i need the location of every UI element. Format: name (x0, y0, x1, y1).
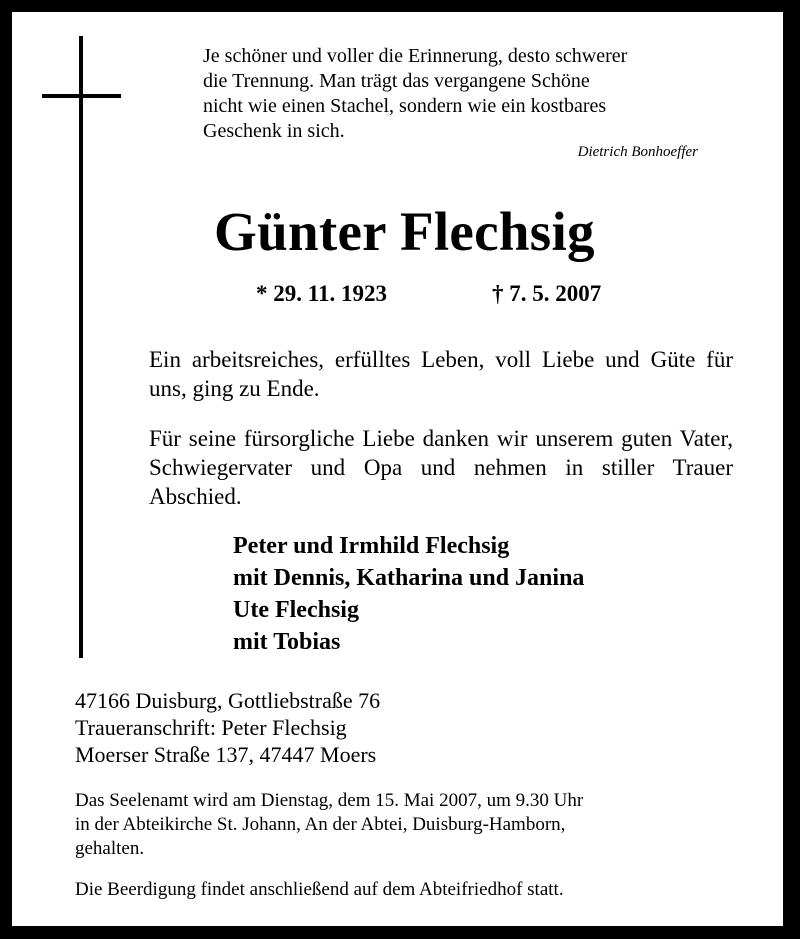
family-line: mit Dennis, Katharina und Janina (233, 565, 585, 591)
service-line: in der Abteikirche St. Johann, An der Abtei, Duisburg-Hamborn, (75, 814, 566, 835)
quote-line: die Trennung. Man trägt das vergangene Schöne (203, 70, 590, 92)
cross-vertical-bar (79, 36, 83, 658)
family-line: Ute Flechsig (233, 597, 359, 623)
address-line: 47166 Duisburg, Gottliebstraße 76 (75, 688, 381, 713)
cross-horizontal-bar (42, 94, 121, 98)
address-line: Moerser Straße 137, 47447 Moers (75, 742, 377, 767)
family-signatures (233, 530, 584, 658)
service-line: gehalten. (75, 838, 145, 859)
death-date: † 7. 5. 2007 (492, 281, 602, 306)
family-line: Peter und Irmhild Flechsig (233, 533, 510, 559)
quote-line: nicht wie einen Stachel, sondern wie ein kostbares (203, 95, 607, 117)
birth-date: * 29. 11. 1923 (256, 281, 387, 306)
service-info (75, 789, 583, 861)
message-paragraph-1: Ein arbeitsreiches, erfülltes Leben, voll Liebe und Güte für uns, ging zu Ende. (149, 347, 733, 401)
burial-info: Die Beerdigung findet anschließend auf dem Abteifriedhof statt. (75, 879, 564, 900)
deceased-name: Günter Flechsig (214, 201, 595, 262)
family-line: mit Tobias (233, 629, 341, 655)
quote-author: Dietrich Bonhoeffer (577, 144, 698, 160)
message-paragraph-2: Für seine fürsorgliche Liebe danken wir unserem guten Vater, Schwiegervater und Opa und nehmen in stiller Trauer Abschied. (149, 426, 733, 509)
quote-line: Geschenk in sich. (203, 120, 345, 142)
service-line: Das Seelenamt wird am Dienstag, dem 15. Mai 2007, um 9.30 Uhr (75, 790, 584, 811)
address-block (75, 687, 380, 768)
quote-line: Je schöner und voller die Erinnerung, desto schwerer (203, 45, 628, 67)
address-line: Traueranschrift: Peter Flechsig (75, 715, 347, 740)
quote (203, 44, 743, 144)
